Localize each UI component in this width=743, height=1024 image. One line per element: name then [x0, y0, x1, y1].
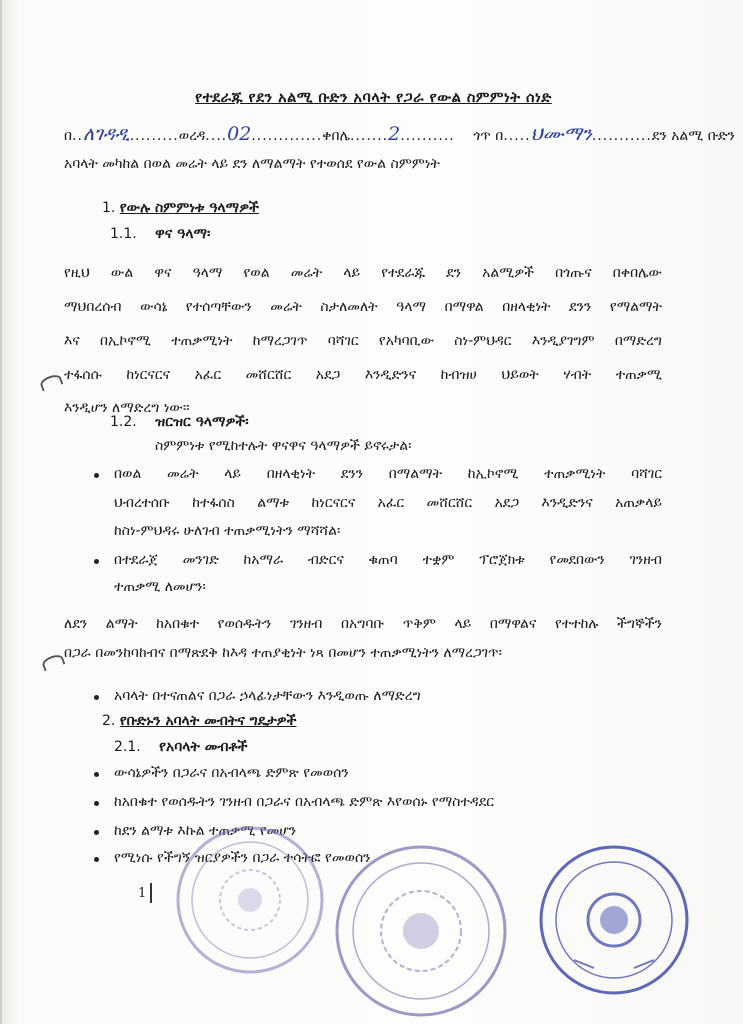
official-seal-stamp: [328, 838, 514, 1024]
bullet-line: በወል መሬት ላይ በዘላቂነት ደንን በማልማት ከኢኮኖሚ ተጠቃሚነት ባሻገር: [114, 466, 662, 482]
handwritten-number: 02: [227, 123, 252, 145]
subsection-number: 2.1.: [114, 739, 141, 755]
intro-text: ቀበሌ: [322, 128, 350, 144]
paragraph-line: እና በኢኮኖሚ ተጠቃሚነት ከማረጋገጥ ባሻገር የአካባቢው ስነ-ምህዳር እንዲያገግም በማድረግ: [64, 333, 662, 349]
heading-number: 1.: [102, 200, 116, 216]
bullet-dot: [94, 473, 99, 478]
punch-hole-mark: [41, 653, 66, 672]
heading-text: የውሉ ስምምነቱ ዓላማዎች: [119, 200, 259, 216]
bullet-line: በተደራጀ መንገድ ከአማራ ብድርና ቁጠባ ተቋም ፕሮጀክቱ የመደበውን ገንዘብ: [114, 552, 662, 568]
handwritten-woreda: ለገዳዲ: [82, 123, 130, 145]
official-seal-stamp: [170, 820, 330, 980]
rights-item: ከአበቁተ የወሰዱትን ገንዘብ በጋራና በአብላጫ ድምጽ እየወሰኑ የማስተዳደር: [114, 794, 494, 810]
intro-line-2: አባላት መካከል በወል መሬት ላይ ደን ለማልማት የተወሰደ የውል ስምምነት: [64, 156, 440, 172]
text-cursor-mark: [150, 883, 152, 903]
paragraph-line: ለደን ልማት ከአበቁተ የወሰዱትን ገንዘብ በአግባቡ ጥቅም ላይ በማዋልና የተተከሉ ችግኞችን: [64, 616, 662, 632]
subsection-title: ዝርዝር ዓላማዎች፡: [155, 414, 249, 430]
subsection-1-1: [110, 224, 210, 244]
paragraph-line: በጋራ በመንከባከብና በማጽደቅ ከእዳ ተጠያቂነት ነጻ በመሆን ተጠቃሚነትን ለማረጋገጥ፡: [64, 645, 502, 661]
subsection-intro: ስምምነቱ የሚከተሉት ዋናዋና ዓላማዎች ይኖሩታል፡: [155, 438, 412, 454]
bullet-dot: [94, 559, 99, 564]
heading-number: 2.: [102, 713, 116, 729]
section-2-heading: [102, 711, 296, 731]
intro-text: ወረዳ: [178, 128, 206, 144]
subsection-number: 1.2.: [110, 414, 137, 430]
bullet-dot: [94, 772, 99, 777]
handwritten-kebele: 2: [388, 123, 401, 145]
rights-item: ውሳኔዎችን በጋራና በአብላጫ ድምጽ የመወሰን: [114, 765, 349, 781]
intro-line-1: በ..ለገዳዲ.........ወረዳ....02.............ቀበሌ.......2.......... ጎጥ በ.....ህሙማን...........ደን አልሚ ቡድን: [64, 123, 735, 145]
document-title: የተደራጁ የደን አልሚ ቡድን አባላት የጋራ የውል ስምምነት ሰነድ: [195, 90, 552, 106]
intro-text: ደን አልሚ ቡድን: [651, 128, 735, 144]
subsection-title: ዋና ዓላማ፡: [155, 226, 211, 242]
bullet-line: ህብረተሰቡ ከተፋሰስ ልማቱ ከነርናርና አፈር መሸርሸር አደጋ እንዲድንና አጠቃላይ: [114, 495, 662, 511]
subsection-2-1: [114, 737, 248, 757]
bullet-dot: [94, 695, 99, 700]
intro-text: በ: [64, 128, 73, 144]
page-number: 1: [138, 886, 147, 901]
paragraph-line: ተፋሰሱ ከነርናርና አፈር መሸርሸር አደጋ እንዲድንና ከብዝሀ ህይወት ሃብት ተጠቃሚ: [64, 367, 662, 383]
punch-hole-mark: [39, 373, 64, 392]
bullet-dot: [94, 801, 99, 806]
bullet-dot: [94, 857, 99, 862]
paragraph-line: እንዲሆን ለማድረግ ነው፡፡: [64, 400, 190, 416]
intro-text: ጎጥ በ: [473, 128, 504, 144]
paragraph-line: የዚህ ውል ዋና ዓላማ የወል መሬት ላይ የተደራጁ ደን አልሚዎች በጎጡና በቀበሌው: [64, 265, 662, 281]
subsection-number: 1.1.: [110, 226, 137, 242]
bullet-dot: [94, 830, 99, 835]
rights-item: የሚነሱ የችግኝ ዝርያዎችን በጋራ ተሳትፎ የመወሰን: [114, 850, 371, 866]
heading-text: የቡድኑን አባላት መብትና ግዴታዎች: [119, 713, 297, 729]
section-1-heading: [102, 198, 259, 218]
bullet-line: ተጠቃሚ ለመሆን፡: [114, 579, 206, 595]
paragraph-line: ማህበረሰብ ውሳኔ የተሰጣቸውን መሬት ስታለመለት ዓላማ በማዋል በዘላቂነት ደንን የማልማት: [64, 299, 662, 315]
handwritten-got: ህሙማን: [530, 123, 592, 145]
bullet-line: ከስነ-ምህዳሩ ሁለገብ ተጠቃሚነትን ማሻሻል፡: [114, 523, 341, 539]
official-seal-stamp: [534, 840, 694, 1000]
subsection-title: የአባላት መብቶች: [159, 739, 248, 755]
subsection-1-2: [110, 412, 249, 432]
rights-item: ከደን ልማቱ እኩል ተጠቃሚ የመሆን: [114, 823, 297, 839]
bullet-line: አባላት በተናጠልና በጋራ ኃላፊነታቸውን እንዲወጡ ለማድረግ: [114, 688, 421, 704]
